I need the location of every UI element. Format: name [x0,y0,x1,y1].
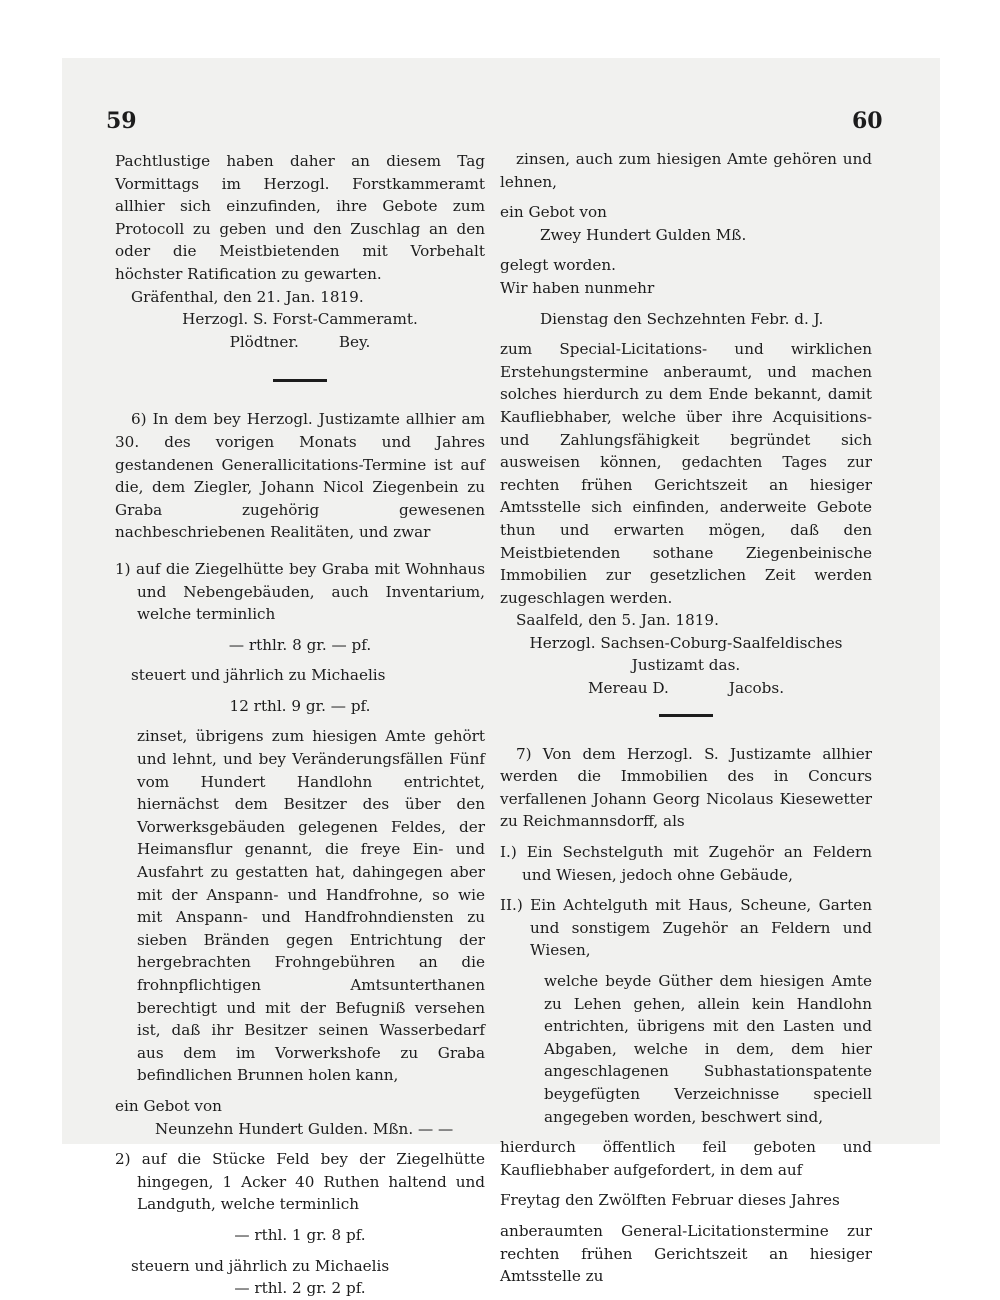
item-1: 1) auf die Ziegelhütte bey Graba mit Wohnhaus und Nebengebäuden, auch Inventarium, welche terminlich [115,559,485,624]
signature-right-1: Mereau D. [587,679,669,698]
right-column [500,148,872,1288]
bid-amount-1: Neunzehn Hundert Gulden. Mßn. — — [155,1119,454,1138]
signatures [115,331,485,354]
item-2-interest: — rthl. 2 gr. 2 pf. [234,1279,366,1298]
signature-2: Bey. [338,332,371,351]
page-number-left: 59 [106,108,137,134]
body-paragraph: zum Special-Licitations- und wirklichen Erstehungstermine anberaumt, und machen solches hierdurch zu dem Ende bekannt, damit Kaufliebhaber, welche über ihre Acquisitions- und Zahlungsfähigkeit begründet sich ausweisen können, gedachten Tages zur rechten frühen Gerichtszeit an hiesiger Amtsstelle sich einfinden, anderweite Gebote thun und erwarten mögen, daß den Meistbietenden sothane Ziegenbeinische Immobilien zur gesetzlichen Zeit werden zugeschlagen werden. [500,340,872,607]
friday-line: Freytag den Zwölften Februar dieses Jahres [500,1191,840,1210]
place-date-right: Saalfeld, den 5. Jan. 1819. [516,611,719,630]
continuation: zinsen, auch zum hiesigen Amte gehören und lehnen, [500,150,872,191]
bid-label-right: ein Gebot von [500,203,607,222]
office-line-1: Herzogl. Sachsen-Coburg-Saalfeldisches [529,633,843,652]
left-column [115,150,485,1300]
item-2: 2) auf die Stücke Feld bey der Ziegelhütte hingegen, 1 Acker 40 Ruthen haltend und Landguth, welche terminlich [115,1150,485,1214]
intro-paragraph: Pachtlustige haben daher an diesem Tag Vormittags im Herzogl. Forstkammeramt allhier sich einzufinden, ihre Gebote zum Protocoll zu geben und den Zuschlag an den oder die Meistbietenden mit Vorbehalt höchster Ratification zu gewarten. [115,152,485,283]
we-have-text: Wir haben nunmehr [500,278,655,297]
signature-right-2: Jacobs. [728,679,785,698]
date-line: Dienstag den Sechzehnten Febr. d. J. [540,309,824,328]
office-line-2: Justizamt das. [631,656,741,675]
end-paragraph: anberaumten General-Licitationstermine zur rechten frühen Gerichtszeit an hiesiger Amtsstelle zu [500,1221,872,1286]
page-number-right: 60 [852,108,883,134]
laid-text: gelegt worden. [500,256,616,275]
item-1-interest: 12 rthl. 9 gr. — pf. [229,696,371,715]
bid-amount-2: Zwey Hundert Gulden Mß. [540,225,747,244]
signature-1: Plödtner. [229,332,299,351]
item-II: II.) Ein Achtelguth mit Haus, Scheune, Garten und sonstigem Zugehör an Feldern und Wiesen, [500,896,872,960]
item-2-tax: steuern und jährlich zu Michaelis [131,1256,390,1275]
notice-6: 6) In dem bey Herzogl. Justizamte allhier am 30. des vorigen Monats und Jahres gestandenen Generallicitations-Termine ist auf die, dem Ziegler, Johann Nicol Ziegenbein zu Graba zugehörig gewesenen nachbeschriebenen Realitäten, und zwar [115,410,485,542]
item-1-rent: — rthlr. 8 gr. — pf. [228,635,372,654]
offered-paragraph: hierdurch öffentlich feil geboten und Kaufliebhaber aufgefordert, in dem auf [500,1138,872,1179]
item-2-rent: — rthl. 1 gr. 8 pf. [234,1225,366,1244]
which-paragraph: welche beyde Güther dem hiesigen Amte zu Lehen gehen, allein kein Handlohn entrichten, übrigens mit den Lasten und Abgaben, welche in dem, dem hier angeschlagenen Subhastationspatente beygefügten Verzeichnisse speciell angegeben worden, beschwert sind, [544,972,872,1126]
signatures-right [500,677,872,700]
notice-7: 7) Von dem Herzogl. S. Justizamte allhier werden die Immobilien des in Concurs verfallenen Johann Georg Nicolaus Kiesewetter zu Reichmannsdorff, als [500,744,872,831]
item-1-text: zinset, übrigens zum hiesigen Amte gehört und lehnt, und bey Veränderungsfällen Fünf vom Hundert Handlohn entrichtet, hiernächst dem Besitzer des über den Vorwerksgebäuden gelegenen Feldes, der Heimansflur genannt, die freye Ein- und Ausfahrt zu gestatten hat, dahingegen aber mit der Anspann- und Handfrohne, so wie mit Anspann- und Handfrohndiensten zu sieben Bränden gegen Entrichtung der hergebrachten Frohngebühren an die frohnpflichtigen Amtsunterthanen berechtigt und mit der Befugniß versehen ist, daß ihr Besitzer seinen Wasserbedarf aus dem im Vorwerkshofe zu Graba befindlichen Brunnen holen kann, [137,727,485,1085]
office-name: Herzogl. S. Forst-Cammeramt. [182,310,418,329]
place-date: Gräfenthal, den 21. Jan. 1819. [131,287,364,306]
item-1-tax: steuert und jährlich zu Michaelis [131,666,386,685]
bid-label: ein Gebot von [115,1096,222,1115]
item-I: I.) Ein Sechstelguth mit Zugehör an Feldern und Wiesen, jedoch ohne Gebäude, [500,843,872,884]
